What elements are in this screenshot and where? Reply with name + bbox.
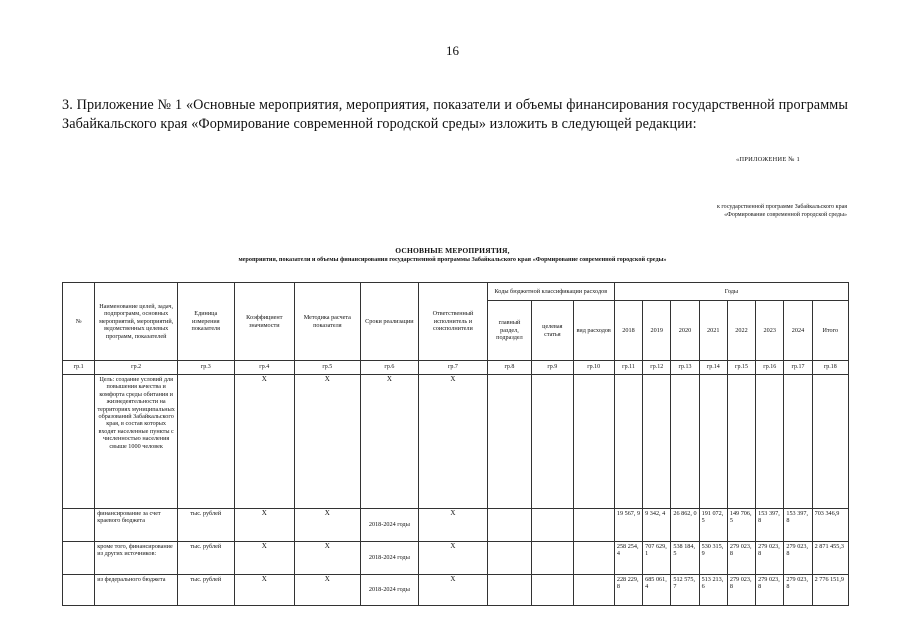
goal-code-type [573,375,614,509]
goal-method: X [295,375,361,509]
goal-terms: X [360,375,419,509]
row-coef: X [234,575,295,606]
row-terms: 2018-2024 годы [360,509,419,542]
intro-paragraph: 3. Приложение № 1 «Основные мероприятия, мероприятия, показатели и объемы финансирования государственной программы Забайкальского края «Формирование современной городской среды» изложить в следующей редакции: [62,97,848,132]
row-coef: X [234,509,295,542]
row-value-2023: 279 023, 8 [756,575,784,606]
row-code-main [487,575,531,606]
gr-cell: гр.13 [671,361,699,375]
header-years: Годы [614,283,848,301]
header-code-type: вид расходов [573,301,614,361]
goal-num [63,375,95,509]
header-num: № [63,283,95,361]
row-value-2024: 279 023, 8 [784,542,812,575]
row-value-2021: 191 072, 5 [699,509,727,542]
appendix-label: «ПРИЛОЖЕНИЕ № 1 [735,156,800,163]
goal-code-main [487,375,531,509]
header-terms: Сроки реализации [360,283,419,361]
header-codes: Коды бюджетной классификации расходов [487,283,614,301]
goal-year-cell [671,375,699,509]
row-responsible: X [419,575,488,606]
header-code-target: целевая статья [532,301,573,361]
document-subtitle: мероприятия, показатели и объемы финансирования государственной программы Забайкальского края «Формирование современной городской среды» [238,256,667,263]
header-year-2021: 2021 [699,301,727,361]
row-name: кроме того, финансирование из других источников: [95,542,178,575]
goal-responsible: X [419,375,488,509]
row-unit: тыс. рублей [178,575,235,606]
gr-cell: гр.18 [812,361,848,375]
row-method: X [295,575,361,606]
gr-cell: гр.16 [756,361,784,375]
gr-cell: гр.17 [784,361,812,375]
header-coef: Коэффициент значимости [234,283,295,361]
appendix-note [560,204,847,219]
header-responsible: Ответственный исполнитель и соисполнители [419,283,488,361]
gr-cell: гр.2 [95,361,178,375]
row-value-2021: 513 213, 6 [699,575,727,606]
row-code-target [532,575,573,606]
row-value-2023: 153 397, 8 [756,509,784,542]
table-row [63,575,849,606]
row-value-2022: 279 023, 8 [727,542,755,575]
row-code-target [532,542,573,575]
gr-cell: гр.10 [573,361,614,375]
row-value-total: 2 871 455,3 [812,542,848,575]
header-year-2023: 2023 [756,301,784,361]
row-value-2024: 153 397, 8 [784,509,812,542]
header-total: Итого [812,301,848,361]
row-value-2020: 26 862, 0 [671,509,699,542]
header-year-2024: 2024 [784,301,812,361]
appendix-note-line1: к государственной программе Забайкальского края [716,204,847,210]
row-responsible: X [419,542,488,575]
row-num [63,542,95,575]
header-year-2022: 2022 [727,301,755,361]
goal-coef: X [234,375,295,509]
row-name: финансирование за счет краевого бюджета [95,509,178,542]
row-terms: 2018-2024 годы [360,575,419,606]
gr-cell: гр.4 [234,361,295,375]
header-row-1 [63,283,849,301]
column-numbers-row [63,361,849,375]
row-value-2020: 538 184, 5 [671,542,699,575]
gr-cell: гр.1 [63,361,95,375]
row-unit: тыс. рублей [178,542,235,575]
row-method: X [295,509,361,542]
row-code-type [573,575,614,606]
goal-name: Цель: создание условий для повышения качества и комфорта среды обитания и жизнедеятельности на территориях муниципальных образований Забайкальского края, в состав которых входят населенные пункты с численностью населения свыше 1000 человек [95,375,178,509]
gr-cell: гр.8 [487,361,531,375]
gr-cell: гр.11 [614,361,642,375]
row-num [63,575,95,606]
row-value-total: 2 776 151,9 [812,575,848,606]
appendix-note-line2: «Формирование современной городской среды» [724,211,847,218]
table-row [63,542,849,575]
row-value-2019: 707 629, 1 [643,542,671,575]
row-unit: тыс. рублей [178,509,235,542]
header-method: Методика расчета показателя [295,283,361,361]
row-responsible: X [419,509,488,542]
goal-year-cell [727,375,755,509]
row-terms: 2018-2024 годы [360,542,419,575]
row-value-2018: 258 254, 4 [614,542,642,575]
gr-cell: гр.6 [360,361,419,375]
row-value-2022: 279 023, 8 [727,575,755,606]
header-name: Наименование целей, задач, подпрограмм, основных мероприятий, мероприятий, ведомственных целевых программ, показателей [95,283,178,361]
goal-year-cell [784,375,812,509]
row-value-2018: 19 567, 9 [614,509,642,542]
row-value-2018: 228 229, 8 [614,575,642,606]
row-value-2020: 512 575, 7 [671,575,699,606]
header-year-2020: 2020 [671,301,699,361]
goal-year-cell [614,375,642,509]
table-row [63,509,849,542]
gr-cell: гр.12 [643,361,671,375]
gr-cell: гр.5 [295,361,361,375]
row-coef: X [234,542,295,575]
row-value-2021: 530 315, 9 [699,542,727,575]
goal-year-cell [756,375,784,509]
goal-year-cell [643,375,671,509]
header-code-main: главный раздел, подраздел [487,301,531,361]
header-year-2019: 2019 [643,301,671,361]
header-unit: Единица измерения показателя [178,283,235,361]
goal-row [63,375,849,509]
gr-cell: гр.14 [699,361,727,375]
row-name: из федерального бюджета [95,575,178,606]
row-value-2022: 149 706, 5 [727,509,755,542]
goal-code-target [532,375,573,509]
row-code-type [573,509,614,542]
document-title: ОСНОВНЫЕ МЕРОПРИЯТИЯ, [395,246,510,255]
row-code-type [573,542,614,575]
gr-cell: гр.9 [532,361,573,375]
goal-year-cell [699,375,727,509]
row-value-2024: 279 023, 8 [784,575,812,606]
measures-table [62,282,849,606]
row-code-target [532,509,573,542]
goal-total-cell [812,375,848,509]
row-value-2019: 685 061, 4 [643,575,671,606]
goal-unit [178,375,235,509]
row-num [63,509,95,542]
gr-cell: гр.7 [419,361,488,375]
header-year-2018: 2018 [614,301,642,361]
row-code-main [487,542,531,575]
row-value-2023: 279 023, 8 [756,542,784,575]
row-value-total: 703 346,9 [812,509,848,542]
row-value-2019: 9 342, 4 [643,509,671,542]
row-code-main [487,509,531,542]
gr-cell: гр.3 [178,361,235,375]
row-method: X [295,542,361,575]
gr-cell: гр.15 [727,361,755,375]
page-number: 16 [446,43,459,58]
